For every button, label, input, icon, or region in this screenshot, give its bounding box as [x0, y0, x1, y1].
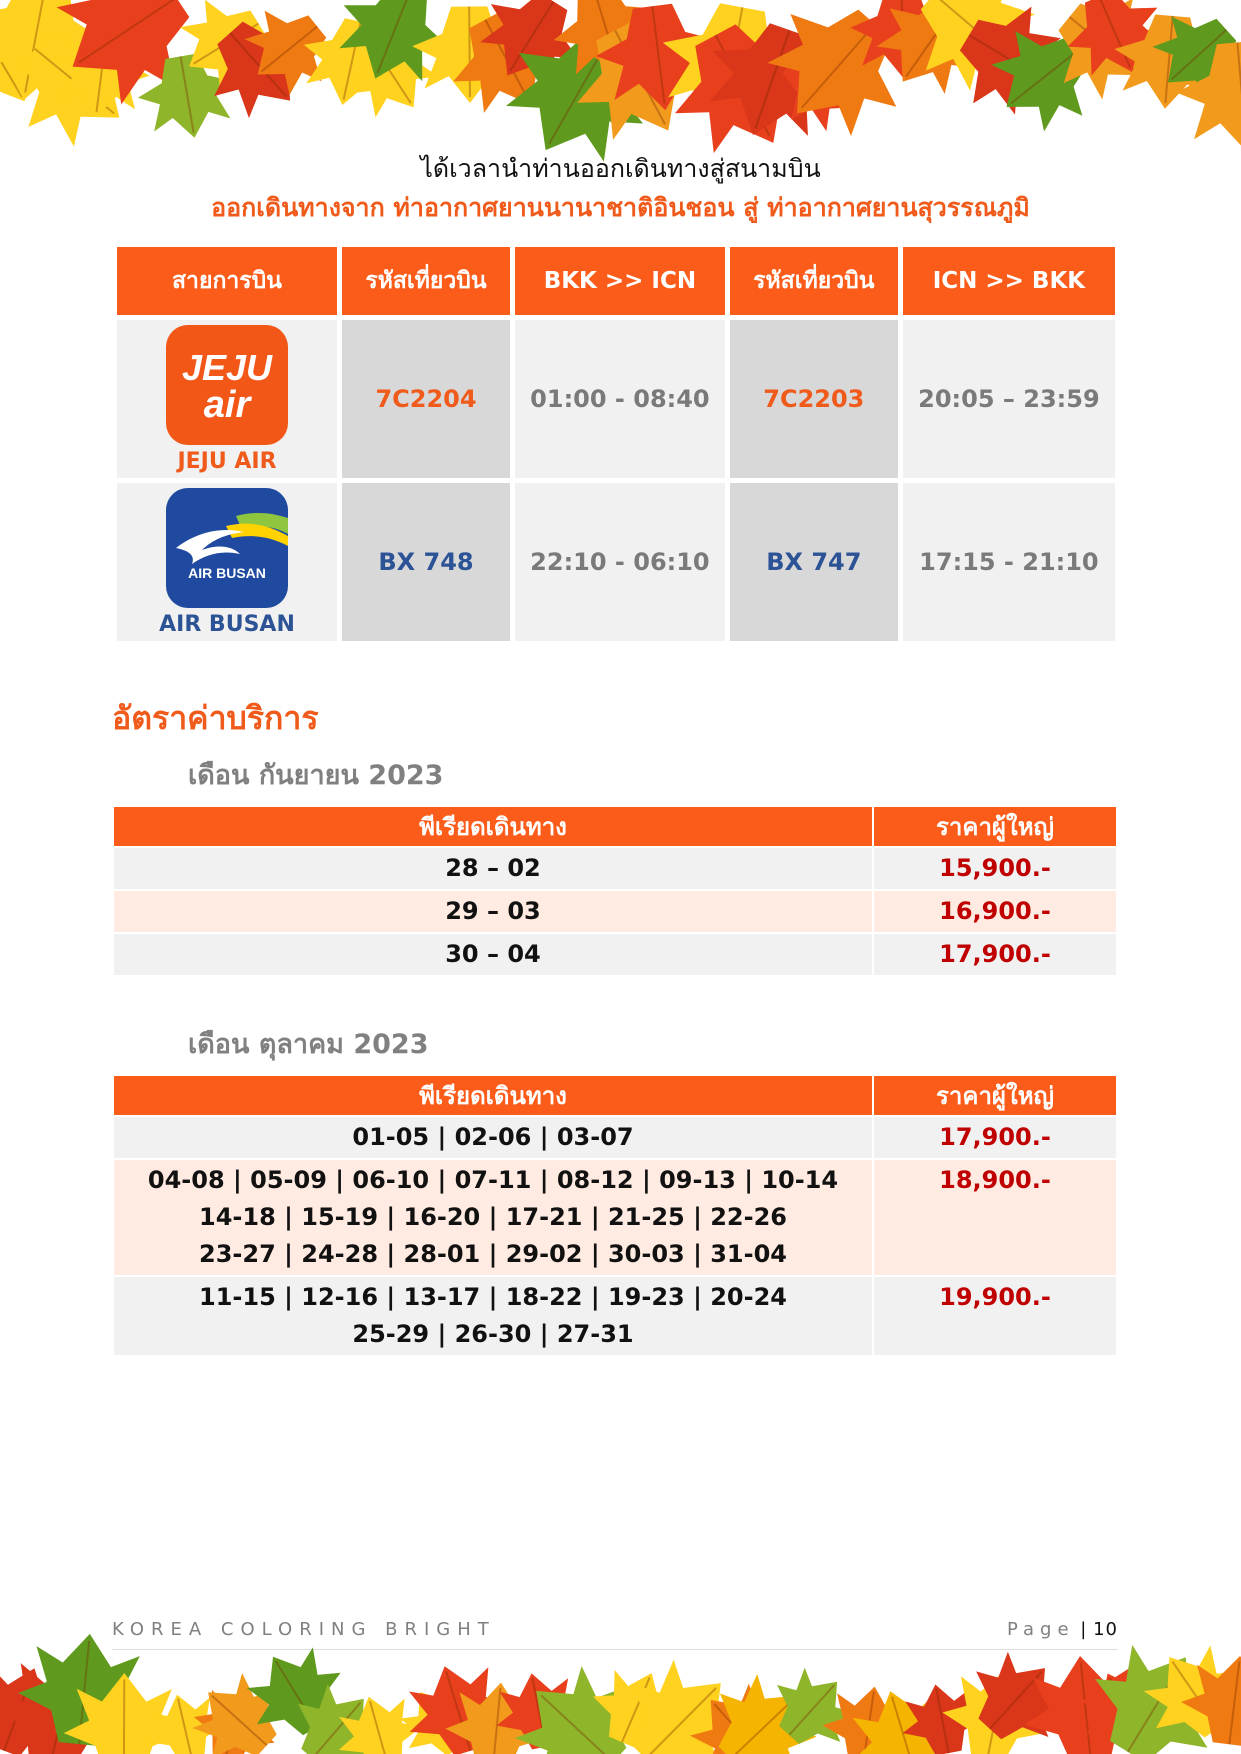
period-line: 23-27 | 24-28 | 28-01 | 29-02 | 30-03 | 31-04 — [199, 1240, 787, 1268]
rates-header-row — [114, 1076, 1116, 1115]
period-line: 04-08 | 05-09 | 06-10 | 07-11 | 08-12 | 09-13 | 10-14 — [147, 1166, 839, 1194]
travel-period — [114, 1158, 872, 1275]
airline-name: JEJU AIR — [177, 448, 277, 474]
jeju-logo-text-2: air — [203, 383, 251, 426]
air-busan-logo — [166, 488, 288, 608]
flight-table-header — [117, 247, 1115, 315]
period-line: 11-15 | 12-16 | 13-17 | 18-22 | 19-23 | 20-24 — [199, 1283, 787, 1311]
period-line: 25-29 | 26-30 | 27-31 — [352, 1320, 634, 1348]
outbound-time: 01:00 - 08:40 — [515, 320, 725, 478]
rates-header-row — [114, 807, 1116, 846]
header-period: พีเรียดเดินทาง — [114, 1076, 872, 1115]
september-rates-table — [114, 807, 1116, 975]
table-row — [114, 1158, 1116, 1275]
airline-cell — [117, 483, 337, 641]
busan-logo-text: AIR BUSAN — [188, 564, 266, 581]
travel-period: 29 – 03 — [114, 889, 872, 932]
intro-line-1: ได้เวลานำท่านออกเดินทางสู่สนามบิน — [420, 154, 821, 183]
airline-name: AIR BUSAN — [159, 611, 295, 637]
intro-line-2: ออกเดินทางจาก ท่าอากาศยานนานาชาติอินชอน สู่ ท่าอากาศยานสุวรรณภูมิ — [211, 193, 1030, 222]
adult-price: 16,900.- — [872, 889, 1116, 932]
header-period: พีเรียดเดินทาง — [114, 807, 872, 846]
return-time: 20:05 – 23:59 — [903, 320, 1115, 478]
outbound-flight-code: 7C2204 — [342, 320, 510, 478]
adult-price: 15,900.- — [872, 846, 1116, 889]
adult-price: 17,900.- — [872, 1115, 1116, 1158]
rates-section-title: อัตราค่าบริการ — [112, 699, 319, 737]
table-row — [114, 1115, 1116, 1158]
header-outbound-code: รหัสเที่ยวบิน — [342, 247, 510, 315]
header-airline: สายการบิน — [117, 247, 337, 315]
outbound-time: 22:10 - 06:10 — [515, 483, 725, 641]
page-label: Page — [1006, 1619, 1075, 1640]
return-flight-code: 7C2203 — [730, 320, 898, 478]
header-adult-price: ราคาผู้ใหญ่ — [872, 1076, 1116, 1115]
travel-period — [114, 1275, 872, 1355]
month-september-label: เดือน กันยายน 2023 — [188, 760, 444, 791]
table-row — [114, 1275, 1116, 1355]
flight-schedule-table — [112, 242, 1120, 646]
table-row — [114, 889, 1116, 932]
header-return-code: รหัสเที่ยวบิน — [730, 247, 898, 315]
leaf-vein — [469, 7, 470, 98]
travel-period: 28 – 02 — [114, 846, 872, 889]
jeju-air-logo — [166, 325, 288, 445]
header-bkk-icn: BKK >> ICN — [515, 247, 725, 315]
period-line: 14-18 | 15-19 | 16-20 | 17-21 | 21-25 | 22-26 — [199, 1203, 787, 1231]
page-separator: | — [1080, 1619, 1088, 1640]
month-october-label: เดือน ตุลาคม 2023 — [188, 1029, 429, 1060]
return-time: 17:15 - 21:10 — [903, 483, 1115, 641]
period-line: 01-05 | 02-06 | 03-07 — [352, 1123, 634, 1151]
maple-leaves-bottom-decoration — [0, 1614, 1241, 1754]
header-adult-price: ราคาผู้ใหญ่ — [872, 807, 1116, 846]
page-number: 10 — [1093, 1619, 1118, 1640]
header-icn-bkk: ICN >> BKK — [903, 247, 1115, 315]
flight-row-busan — [117, 483, 1115, 641]
jeju-logo-text-1: JEJU — [181, 346, 273, 388]
travel-period — [114, 1115, 872, 1158]
table-row — [114, 932, 1116, 975]
adult-price: 19,900.- — [872, 1275, 1116, 1355]
table-row — [114, 846, 1116, 889]
airline-cell — [117, 320, 337, 478]
october-rates-table — [114, 1076, 1116, 1355]
departure-intro — [0, 150, 1241, 228]
travel-period: 30 – 04 — [114, 932, 872, 975]
flight-row-jeju — [117, 320, 1115, 478]
adult-price: 18,900.- — [872, 1158, 1116, 1275]
adult-price: 17,900.- — [872, 932, 1116, 975]
footer-brand: KOREA COLORING BRIGHT — [112, 1619, 496, 1640]
return-flight-code: BX 747 — [730, 483, 898, 641]
outbound-flight-code: BX 748 — [342, 483, 510, 641]
